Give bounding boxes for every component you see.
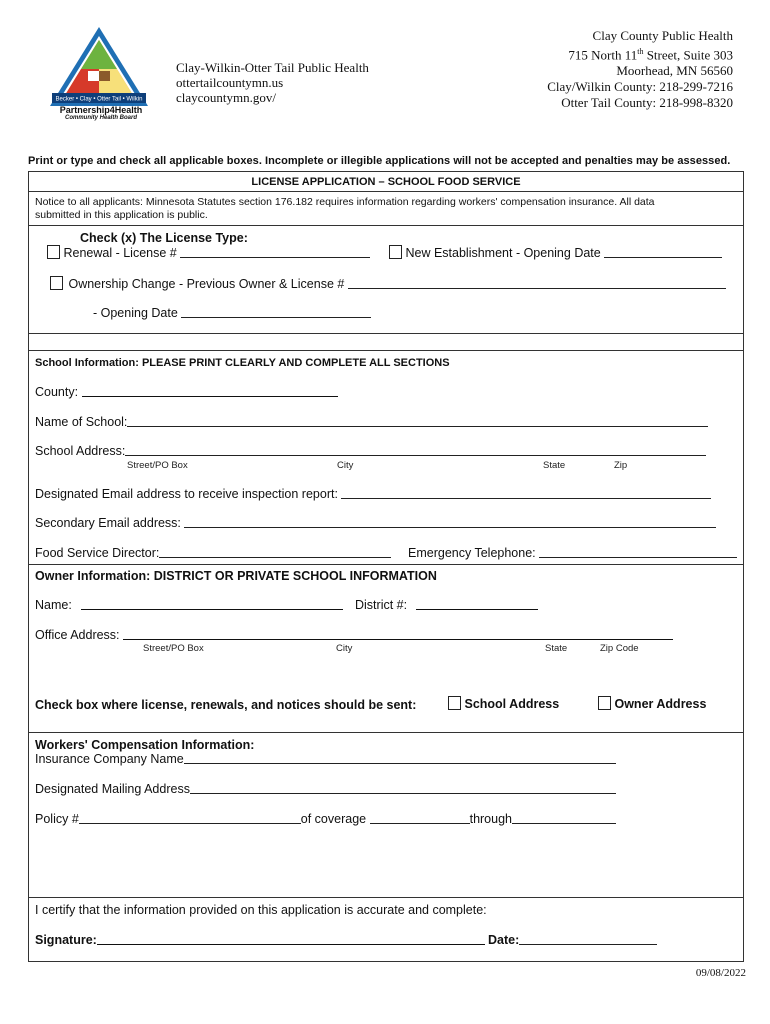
signature-field[interactable] (97, 933, 485, 945)
send-to-school-option (448, 696, 559, 711)
send-to-label: Check box where license, renewals, and notices should be sent: (35, 698, 417, 712)
header-center-line1: Clay-Wilkin-Otter Tail Public Health (176, 60, 369, 75)
email-primary-field[interactable] (341, 487, 711, 499)
insurance-label: Insurance Company Name (35, 752, 184, 766)
mailing-address-field[interactable] (190, 782, 616, 794)
form-title: LICENSE APPLICATION – SCHOOL FOOD SERVICE (251, 176, 521, 188)
signature-row (35, 933, 485, 947)
insurance-company-field[interactable] (184, 752, 616, 764)
notice-line1: Notice to all applicants: Minnesota Statutes section 176.182 requires information regarding workers' compensation insurance. All data (35, 196, 655, 208)
renewal-checkbox[interactable] (47, 245, 60, 259)
school-heading: School Information: PLEASE PRINT CLEARLY AND COMPLETE ALL SECTIONS (35, 357, 450, 369)
footer-date: 09/08/2022 (695, 967, 746, 979)
owner-sub-state: State (545, 643, 568, 654)
school-sub-zip: Zip (614, 460, 628, 471)
coverage-end-field[interactable] (512, 812, 616, 824)
header-right-line4: Clay/Wilkin County: 218-299-7216 (547, 79, 733, 95)
new-establishment-label: New Establishment - Opening Date (405, 246, 601, 260)
header-right-line3: Moorhead, MN 56560 (616, 63, 733, 79)
owner-name-label: Name: (35, 598, 72, 612)
office-address-label: Office Address: (35, 628, 120, 642)
school-address-option-label: School Address (464, 697, 560, 711)
county-label: County: (35, 385, 79, 399)
logo-band-text: Becker • Clay • Otter Tail • Wilkin (55, 96, 143, 103)
director-field[interactable] (159, 546, 391, 558)
owner-address-option-label: Owner Address (614, 697, 707, 711)
header-center-line2: ottertailcountymn.us (176, 75, 284, 90)
mailing-row (35, 782, 616, 796)
notice-line2: submitted in this application is public. (35, 209, 208, 221)
policy-number-field[interactable] (79, 812, 301, 824)
email-secondary-field[interactable] (184, 516, 716, 528)
new-establishment-checkbox[interactable] (389, 245, 402, 259)
renewal-license-field[interactable] (180, 246, 370, 258)
school-address-label: School Address: (35, 444, 126, 458)
policy-label: Policy # (35, 812, 79, 826)
school-name-field[interactable] (127, 415, 708, 427)
school-sub-street: Street/PO Box (127, 460, 188, 471)
logo-subtitle: Community Health Board (64, 115, 137, 121)
email-primary-row (35, 487, 711, 501)
renewal-label: Renewal - License # (63, 246, 177, 260)
school-address-checkbox[interactable] (448, 696, 461, 710)
ownership-change-checkbox[interactable] (50, 276, 63, 290)
director-label: Food Service Director: (35, 546, 160, 560)
header-center-line3: claycountymn.gov/ (176, 90, 277, 105)
send-to-owner-option (598, 696, 706, 711)
director-row (35, 546, 391, 560)
license-type-heading: Check (x) The License Type: (80, 231, 248, 245)
signature-label: Signature: (35, 933, 97, 947)
district-label: District #: (355, 598, 408, 612)
owner-address-checkbox[interactable] (598, 696, 611, 710)
school-address-field[interactable] (125, 444, 706, 456)
policy-row (35, 812, 616, 826)
office-address-field[interactable] (123, 628, 673, 640)
workers-comp-heading: Workers' Compensation Information: (35, 738, 255, 752)
ownership-change-row (50, 276, 726, 291)
email-secondary-label: Secondary Email address: (35, 516, 181, 530)
owner-sub-street: Street/PO Box (143, 643, 204, 654)
emergency-row (408, 546, 737, 560)
through-label: through (469, 812, 512, 826)
office-address-row (35, 628, 673, 642)
owner-sub-zip: Zip Code (600, 643, 639, 654)
previous-owner-field[interactable] (348, 277, 726, 289)
email-secondary-row (35, 516, 716, 530)
school-name-label: Name of School: (35, 415, 128, 429)
date-field[interactable] (519, 933, 657, 945)
instructions: Print or type and check all applicable boxes. Incomplete or illegible applications will not be accepted and penalties may be assessed. (28, 155, 731, 167)
school-sub-state: State (543, 460, 566, 471)
owner-name-field[interactable] (81, 598, 343, 610)
school-sub-city: City (337, 460, 354, 471)
ownership-change-label: Ownership Change - Previous Owner & License # (68, 277, 345, 291)
opening-date-row (93, 306, 371, 320)
email-primary-label: Designated Email address to receive inspection report: (35, 487, 338, 501)
school-name-row (35, 415, 708, 429)
ownership-opening-date-field[interactable] (181, 306, 371, 318)
renewal-row (47, 245, 370, 260)
certify-statement: I certify that the information provided on this application is accurate and complete: (35, 903, 487, 917)
new-establishment-date-field[interactable] (604, 246, 722, 258)
owner-sub-city: City (336, 643, 353, 654)
logo-title: Partnership4Health (59, 105, 143, 115)
emergency-label: Emergency Telephone: (408, 546, 536, 560)
header-right-line2: 715 North 11th Street, Suite 303 (568, 47, 733, 63)
new-establishment-row (389, 245, 722, 260)
coverage-label: of coverage (300, 812, 367, 826)
county-row (35, 385, 338, 399)
district-row (355, 598, 538, 612)
header-right-line5: Otter Tail County: 218-998-8320 (561, 95, 733, 111)
header-right-line1: Clay County Public Health (592, 28, 733, 43)
header-contact-block (547, 28, 733, 111)
opening-date-label: - Opening Date (93, 306, 178, 320)
coverage-start-field[interactable] (370, 812, 470, 824)
emergency-phone-field[interactable] (539, 546, 737, 558)
school-address-row (35, 444, 706, 458)
insurance-row (35, 752, 616, 766)
date-row (488, 933, 657, 947)
date-label: Date: (488, 933, 520, 947)
owner-heading: Owner Information: DISTRICT OR PRIVATE SCHOOL INFORMATION (35, 569, 437, 583)
district-field[interactable] (416, 598, 538, 610)
mailing-label: Designated Mailing Address (35, 782, 190, 796)
county-field[interactable] (82, 385, 338, 397)
owner-name-row (35, 598, 343, 612)
